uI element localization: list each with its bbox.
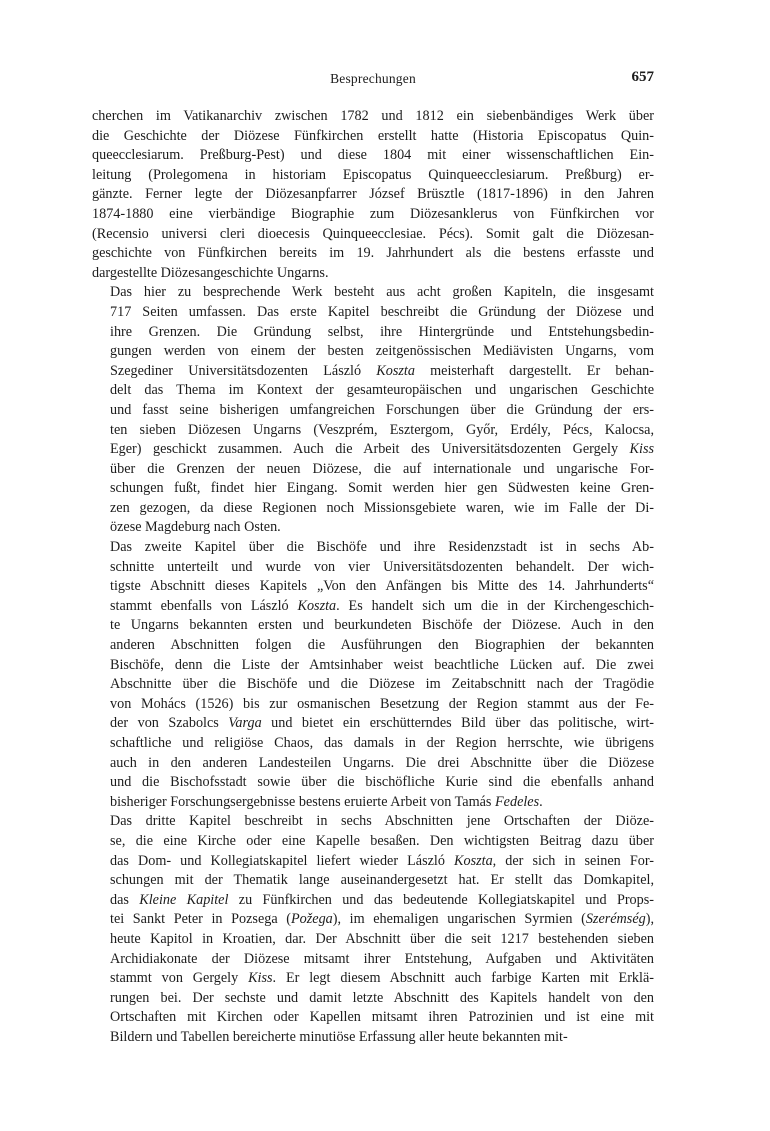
italic-name: Szerémség bbox=[585, 911, 646, 928]
text-line: stammt von Gergely Kiss. Er legt diesem Abschnitt auch farbige Karten mit Erklä- bbox=[110, 970, 654, 987]
text-line: Abschnitte über die Bischöfe und die Diözese im Zeitabschnitt nach der Tragödie bbox=[110, 676, 654, 693]
text-line: Archidiakonate der Diözese mitsamt ihrer Entstehung, Aufgaben und Aktivitäten bbox=[110, 950, 654, 967]
text-line: das Dom- und Kollegiatskapitel liefert wieder László Koszta, der sich in seinen For- bbox=[110, 852, 654, 869]
text-line: bisheriger Forschungsergebnisse bestens eruierte Arbeit von Tamás Fedeles. bbox=[110, 793, 543, 810]
text-line: zen gezogen, da diese Regionen noch Missionsgebiete waren, wie im Falle der Di- bbox=[110, 499, 654, 516]
text-line: se, die eine Kirche oder eine Kapelle besaßen. Den wichtigsten Beitrag dazu über bbox=[110, 832, 654, 849]
text-line: delt das Thema im Kontext der gesamteuropäischen und ungarischen Geschichte bbox=[110, 382, 654, 399]
text-line: und die Bischofsstadt sowie über die bischöfliche Kurie sind die ebenfalls anhand bbox=[110, 774, 654, 791]
text-line: schaftliche und religiöse Chaos, das damals in der Region herrschte, wie übrigens bbox=[110, 735, 654, 751]
text-line: Szegediner Universitätsdozenten László Koszta meisterhaft dargestellt. Er behan- bbox=[110, 362, 654, 379]
text-line: ihre Grenzen. Die Gründung selbst, ihre Hintergründe und Entstehungsbedin- bbox=[110, 323, 654, 340]
text-line: über die Grenzen der neuen Diözese, die auf internationale und ungarische For- bbox=[110, 460, 654, 477]
italic-name: Fedeles bbox=[495, 793, 540, 810]
italic-name: Kleine Kapitel bbox=[139, 891, 229, 908]
text-line: heute Kapitol in Kroatien, dar. Der Abschnitt über die seit 1217 bestehenden sieben bbox=[110, 930, 654, 947]
text-line: auch in den anderen Landesteilen Ungarns. Die drei Abschnitte über die Diözese bbox=[110, 754, 654, 771]
page-number: 657 bbox=[631, 69, 654, 85]
text-line: gungen werden von einem der besten zeitgenössischen Mediävisten Ungarns, vom bbox=[110, 343, 654, 360]
text-line: Ortschaften mit Kirchen oder Kapellen mitsamt ihren Patrozinien und ist eine mit bbox=[110, 1009, 654, 1026]
text-line: Bildern und Tabellen bereicherte minutiöse Erfassung aller heute bekannten mit- bbox=[110, 1028, 568, 1045]
text-line: leitung (Prolegomena in historiam Episcopatus Quinqueecclesiarum. Preßburg) er- bbox=[92, 166, 654, 183]
paragraph bbox=[92, 283, 654, 538]
text-line: özese Magdeburg nach Osten. bbox=[110, 519, 281, 536]
text-line: (Recensio universi cleri dioecesis Quinqueecclesiae. Pécs). Somit galt die Diözesan- bbox=[92, 225, 654, 242]
text-line: schungen mit der Thematik lange auseinandergesetzt hat. Er stellt das Domkapitel, bbox=[110, 872, 654, 889]
text-line: Das dritte Kapitel beschreibt in sechs Abschnitten jene Ortschaften der Diöze- bbox=[110, 813, 654, 830]
text-line: te Ungarns bekannten ersten und beurkundeten Bischöfe der Diözese. Auch in den bbox=[110, 617, 654, 634]
text-line: anderen Abschnitten folgen die Ausführungen den Biographien der bekannten bbox=[110, 637, 654, 654]
text-line: tigste Abschnitt dieses Kapitels „Von den Anfängen bis Mitte des 14. Jahrhunderts“ bbox=[110, 578, 654, 595]
italic-name: Varga bbox=[228, 715, 262, 732]
text-line: und fasst seine bisherigen umfangreichen Forschungen über die Gründung der ers- bbox=[110, 401, 654, 418]
text-line: die Geschichte der Diözese Fünfkirchen erstellt hatte (Historia Episcopatus Quin- bbox=[92, 127, 654, 144]
text-line: schungen fußt, findet hier Eingang. Somit werden hier gen Südwesten keine Gren- bbox=[110, 480, 654, 497]
text-line: 717 Seiten umfassen. Das erste Kapitel beschreibt die Gründung der Diözese und bbox=[110, 303, 654, 320]
text-line: 1874-1880 eine vierbändige Biographie zum Diözesanklerus von Fünfkirchen vor bbox=[92, 205, 654, 222]
page-header bbox=[92, 71, 654, 91]
italic-name: Koszta bbox=[454, 852, 493, 869]
text-line: der von Szabolcs Varga und bietet ein erschütterndes Bild über das politische, wirt- bbox=[110, 715, 654, 732]
text-line: queecclesiarum. Preßburg-Pest) und diese 1804 mit einer wissenschaftlichen Ein- bbox=[92, 147, 654, 164]
text-line: das Kleine Kapitel zu Fünfkirchen und das bedeutende Kollegiatskapitel und Props- bbox=[110, 891, 654, 908]
paragraph bbox=[92, 538, 654, 812]
text-line: stammt ebenfalls von László Koszta. Es handelt sich um die in der Kirchengeschich- bbox=[110, 597, 654, 614]
text-line: Das hier zu besprechende Werk besteht aus acht großen Kapiteln, die insgesamt bbox=[110, 284, 654, 301]
text-line: cherchen im Vatikanarchiv zwischen 1782 und 1812 ein siebenbändiges Werk über bbox=[92, 108, 654, 124]
italic-name: Koszta bbox=[376, 362, 415, 379]
italic-name: Kiss bbox=[248, 970, 273, 987]
text-line: von Mohács (1526) bis zur osmanischen Besetzung der Region stammt aus der Fe- bbox=[110, 695, 654, 712]
paragraph bbox=[92, 812, 654, 1047]
text-line: geschichte von Fünfkirchen bereits im 19. Jahrhundert als die bestens erfasste und bbox=[92, 245, 654, 262]
text-line: Das zweite Kapitel über die Bischöfe und ihre Residenzstadt ist in sechs Ab- bbox=[110, 539, 654, 556]
body-text bbox=[92, 107, 654, 1048]
italic-name: Koszta bbox=[297, 597, 337, 614]
italic-name: Kiss bbox=[629, 441, 654, 458]
running-head: Besprechungen bbox=[330, 71, 416, 86]
text-line: schnitte unterteilt und wurde von vier Universitätsdozenten behandelt. Der wich- bbox=[110, 558, 654, 575]
text-line: tei Sankt Peter in Pozsega (Požega), im ehemaligen ungarischen Syrmien (Szerémség), bbox=[110, 911, 654, 928]
text-line: dargestellte Diözesangeschichte Ungarns. bbox=[92, 264, 329, 281]
paragraph bbox=[92, 107, 654, 283]
text-line: Eger) geschickt zusammen. Auch die Arbeit des Universitätsdozenten Gergely Kiss bbox=[110, 441, 654, 458]
text-line: gänzte. Ferner legte der Diözesanpfarrer József Brüsztle (1817-1896) in den Jahren bbox=[92, 186, 654, 203]
text-line: Bischöfe, denn die Liste der Amtsinhaber weist beachtliche Lücken auf. Die zwei bbox=[110, 656, 654, 673]
italic-name: Požega bbox=[290, 911, 333, 928]
text-line: ten sieben Diözesen Ungarns (Veszprém, Esztergom, Győr, Erdély, Pécs, Kalocsa, bbox=[110, 421, 654, 438]
text-line: rungen bei. Der sechste und damit letzte Abschnitt des Kapitels handelt von den bbox=[110, 989, 654, 1006]
